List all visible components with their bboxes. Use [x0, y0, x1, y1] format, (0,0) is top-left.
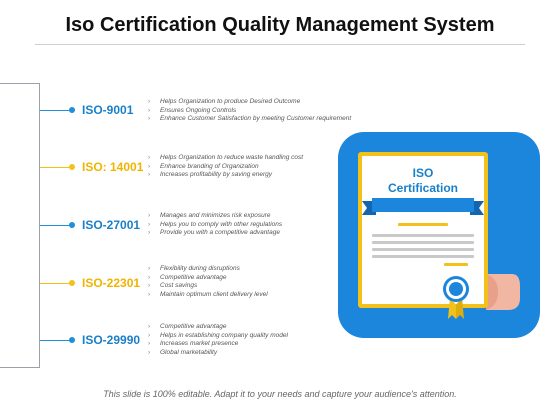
connector-line [40, 167, 72, 168]
list-item: › Global marketability [148, 348, 218, 356]
connector-line [40, 225, 72, 226]
chevron-right-icon: › [148, 171, 151, 179]
list-item: › Enhance branding of Organization [148, 162, 259, 170]
text-line [372, 241, 474, 244]
connector-line [40, 283, 72, 284]
standard-label: ISO-22301 [82, 276, 141, 290]
seal-badge-icon [442, 275, 470, 319]
chevron-right-icon: › [148, 331, 151, 339]
highlight-bar [398, 223, 448, 226]
chevron-right-icon: › [148, 106, 151, 114]
chevron-right-icon: › [148, 290, 151, 298]
list-item: › Increases market presence [148, 340, 239, 348]
list-item: › Helps you to comply with other regulations [148, 220, 283, 228]
connector-line [40, 340, 72, 341]
connector-dot [69, 337, 75, 343]
list-item: › Ensures Ongoing Controls [148, 106, 237, 114]
list-item: › Flexibility during disruptions [148, 265, 240, 272]
chevron-right-icon: › [148, 154, 151, 161]
text-line [372, 234, 474, 237]
chevron-right-icon: › [148, 323, 151, 330]
highlight-bar [444, 263, 468, 266]
standard-label: ISO-9001 [82, 103, 134, 117]
chevron-right-icon: › [148, 340, 151, 348]
text-line [372, 248, 474, 251]
bracket-top [0, 83, 40, 84]
chevron-right-icon: › [148, 162, 151, 170]
list-item: › Helps Organization to produce Desired Outcome [148, 98, 301, 105]
footer-note: This slide is 100% editable. Adapt it to your needs and capture your audience's attention. [103, 389, 457, 399]
list-item: › Helps Organization to reduce waste handling cost [148, 154, 304, 161]
standard-label: ISO: 14001 [82, 160, 144, 174]
chevron-right-icon: › [148, 98, 151, 105]
standard-label: ISO-27001 [82, 218, 141, 232]
list-item: › Competitive advantage [148, 273, 227, 281]
list-item: › Helps in establishing company quality model [148, 331, 288, 339]
list-item: › Manages and minimizes risk exposure [148, 212, 271, 219]
chevron-right-icon: › [148, 265, 151, 272]
bracket-bottom [0, 367, 40, 368]
certificate-title: ISO Certification [387, 166, 458, 195]
connector-dot [69, 164, 75, 170]
chevron-right-icon: › [148, 273, 151, 281]
list-item: › Increases profitability by saving energy [148, 171, 273, 179]
page-title: Iso Certification Quality Management System [65, 14, 495, 36]
scroll-curl-shape [482, 272, 522, 312]
connector-dot [69, 107, 75, 113]
ribbon-banner [362, 196, 484, 218]
standard-label: ISO-29990 [82, 333, 141, 347]
list-item: › Maintain optimum client delivery level [148, 290, 268, 298]
chevron-right-icon: › [148, 220, 151, 228]
text-line [372, 255, 474, 258]
list-item: › Competitive advantage [148, 323, 227, 330]
title-divider [35, 44, 525, 45]
connector-line [40, 110, 72, 111]
list-item: › Provide you with a competitive advantage [148, 229, 280, 237]
chevron-right-icon: › [148, 115, 151, 123]
list-item: › Cost savings [148, 282, 198, 290]
chevron-right-icon: › [148, 282, 151, 290]
chevron-right-icon: › [148, 212, 151, 219]
standard-points [148, 98, 388, 124]
chevron-right-icon: › [148, 348, 151, 356]
connector-dot [69, 222, 75, 228]
list-item: › Enhance Customer Satisfaction by meeting Customer requirement [148, 115, 352, 123]
connector-dot [69, 280, 75, 286]
chevron-right-icon: › [148, 229, 151, 237]
